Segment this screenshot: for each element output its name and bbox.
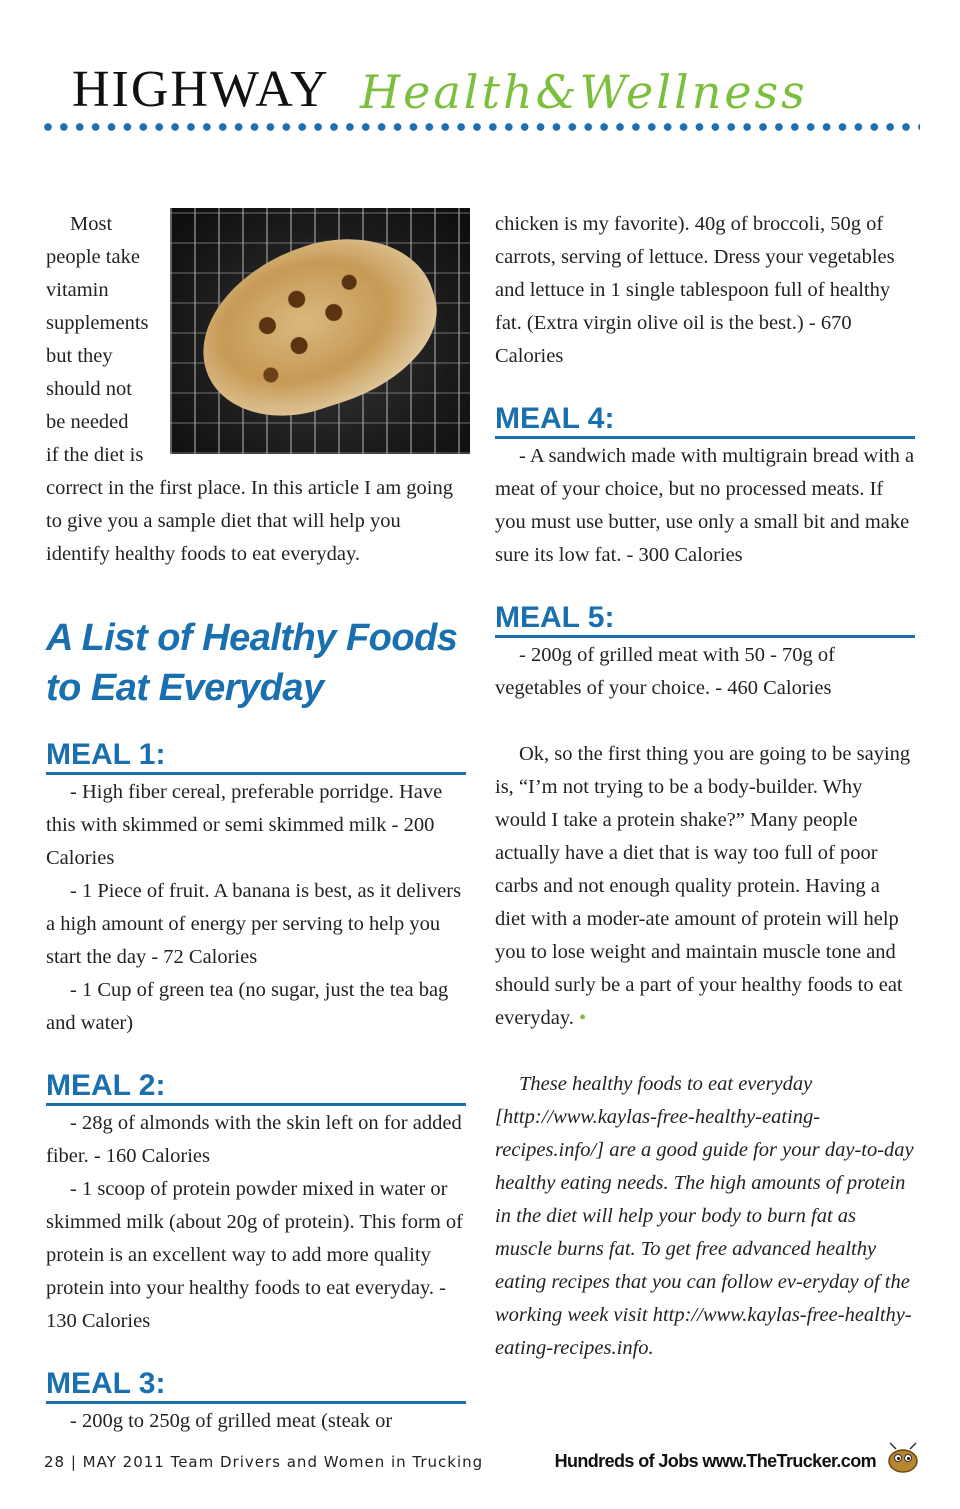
intro-line: people take <box>46 246 140 268</box>
meal-2-item: - 1 scoop of protein powder mixed in water or skimmed milk (about 20g of protein). This form of protein is an excellent way to add more quality protein into your healthy foods to eat everyday. - 130 Calories <box>46 1178 463 1332</box>
meal-1-item: - 1 Cup of green tea (no sugar, just the tea bag and water) <box>46 979 449 1034</box>
dotted-divider <box>40 122 920 132</box>
end-mark: • <box>579 1007 587 1029</box>
right-column <box>495 208 915 1365</box>
intro-line: should not <box>46 378 132 400</box>
intro-line: if the diet is <box>46 444 144 466</box>
footer-folio: 28 | MAY 2011 Team Drivers and Women in Trucking <box>44 1453 484 1471</box>
meal-1-item: - 1 Piece of fruit. A banana is best, as it delivers a high amount of energy per serving to help you start the day - 72 Calories <box>46 880 462 968</box>
meal-4-heading: MEAL 4: <box>495 403 915 439</box>
mascot-bug-icon <box>882 1440 924 1474</box>
masthead-title: HIGHWAY <box>72 61 330 118</box>
intro-line: be needed <box>46 411 129 433</box>
meal-3-item: - 200g to 250g of grilled meat (steak or <box>70 1410 393 1432</box>
meal-1-item: - High fiber cereal, preferable porridge. Have this with skimmed or semi skimmed milk - 200 Calories <box>46 781 443 869</box>
meal-5-text: - 200g of grilled meat with 50 - 70g of vegetables of your choice. - 460 Calories <box>495 644 835 699</box>
intro-line: Most <box>70 213 113 235</box>
closing-paragraph <box>495 738 915 1035</box>
meal-2-heading: MEAL 2: <box>46 1070 466 1106</box>
closing-text: Ok, so the first thing you are going to be saying is, “I’m not trying to be a body-builder. Why would I take a protein shake?” Many people actually have a diet that is way too full of poor carbs and not enough quality protein. Having a diet with a moder-ate amount of protein will help you to lose weight and maintain muscle tone and should surly be a part of your healthy foods to eat everyday. <box>495 743 911 1029</box>
section-title-line: to Eat Everyday <box>46 667 324 709</box>
intro-line: vitamin <box>46 279 109 301</box>
intro-line: but they <box>46 345 113 367</box>
page-footer <box>44 1448 924 1478</box>
author-bio: These healthy foods to eat everyday [http://www.kaylas-free-healthy-eating-recipes.info/] are a good guide for your day-to-day healthy eating needs. The high amounts of protein in the diet will help your body to burn fat as muscle burns fat. To get free advanced healthy eating recipes that you can follow ev-eryday of the working week visit http://www.kaylas-free-healthy-eating-recipes.info. <box>495 1073 914 1359</box>
meal-1-heading: MEAL 1: <box>46 739 466 775</box>
masthead <box>72 58 932 118</box>
meal-5-heading: MEAL 5: <box>495 602 915 638</box>
intro-paragraph: correct in the first place. In this article I am going to give you a sample diet that will help you identify healthy foods to eat everyday. <box>46 477 453 565</box>
meal-3-heading: MEAL 3: <box>46 1368 466 1404</box>
masthead-subtitle: Health&Wellness <box>360 65 808 119</box>
meal-2-item: - 28g of almonds with the skin left on for added fiber. - 160 Calories <box>46 1112 462 1167</box>
footer-website[interactable]: Hundreds of Jobs www.TheTrucker.com <box>554 1451 876 1471</box>
intro-line: supplements <box>46 312 149 334</box>
meal-4-text: - A sandwich made with multigrain bread with a meat of your choice, but no processed meats. If you must use butter, use only a small bit and make sure its low fat. - 300 Calories <box>495 445 915 566</box>
meal-3-continued: chicken is my favorite). 40g of broccoli, 50g of carrots, serving of lettuce. Dress your vegetables and lettuce in 1 single tablespoon full of healthy fat. (Extra virgin olive oil is the best.) - 670 Calories <box>495 213 895 367</box>
section-title <box>46 613 466 713</box>
section-title-line: A List of Healthy Foods <box>46 617 458 659</box>
left-column <box>46 208 466 1438</box>
